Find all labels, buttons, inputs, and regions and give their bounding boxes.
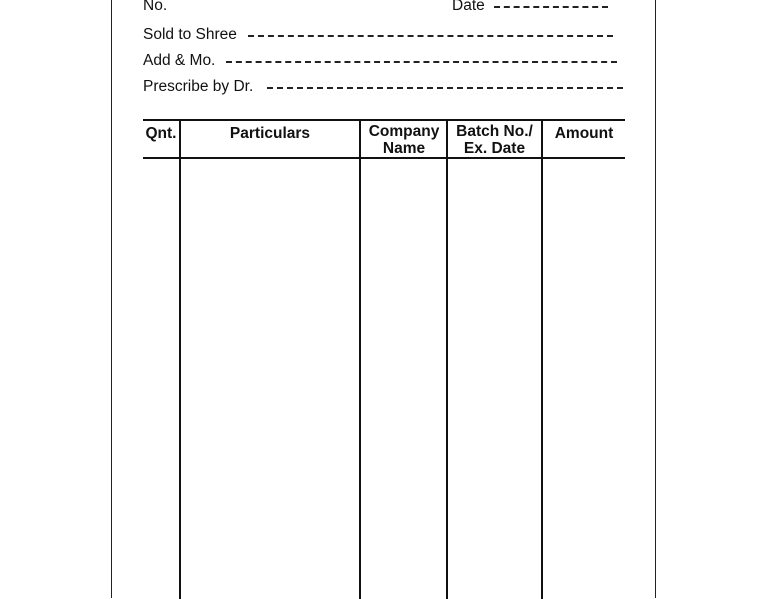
sold-to-blank-line[interactable] [248, 35, 613, 37]
header-company-line1: Company [368, 123, 440, 140]
header-particulars [181, 125, 359, 142]
prescribe-label: Prescribe by Dr. [143, 78, 254, 95]
prescribe-blank-line[interactable] [267, 87, 623, 89]
header-company-line2: Name [382, 140, 426, 157]
column-divider-1 [179, 119, 181, 599]
header-company-name [361, 123, 447, 157]
header-batch-line1: Batch No./ [456, 123, 533, 140]
date-label: Date [452, 0, 485, 14]
no-field [143, 0, 167, 15]
no-label: No. [143, 0, 168, 14]
header-batch-exdate [448, 123, 541, 157]
address-field [143, 52, 215, 70]
prescribe-field [143, 78, 253, 96]
header-amount [543, 125, 625, 142]
table-header-rule [143, 157, 625, 159]
header-amount-text: Amount [554, 125, 614, 142]
table-top-rule [143, 119, 625, 121]
header-qnt [143, 125, 179, 142]
column-divider-4 [541, 119, 543, 599]
date-field [452, 0, 485, 15]
header-qnt-text: Qnt. [145, 125, 177, 142]
column-divider-3 [446, 119, 448, 599]
date-blank-line[interactable] [494, 6, 608, 8]
header-batch-line2: Ex. Date [463, 140, 526, 157]
column-divider-2 [359, 119, 361, 599]
address-blank-line[interactable] [226, 61, 617, 63]
address-label: Add & Mo. [143, 52, 216, 69]
sold-to-field [143, 26, 237, 44]
header-particulars-text: Particulars [229, 125, 311, 142]
sold-to-label: Sold to Shree [143, 26, 237, 43]
